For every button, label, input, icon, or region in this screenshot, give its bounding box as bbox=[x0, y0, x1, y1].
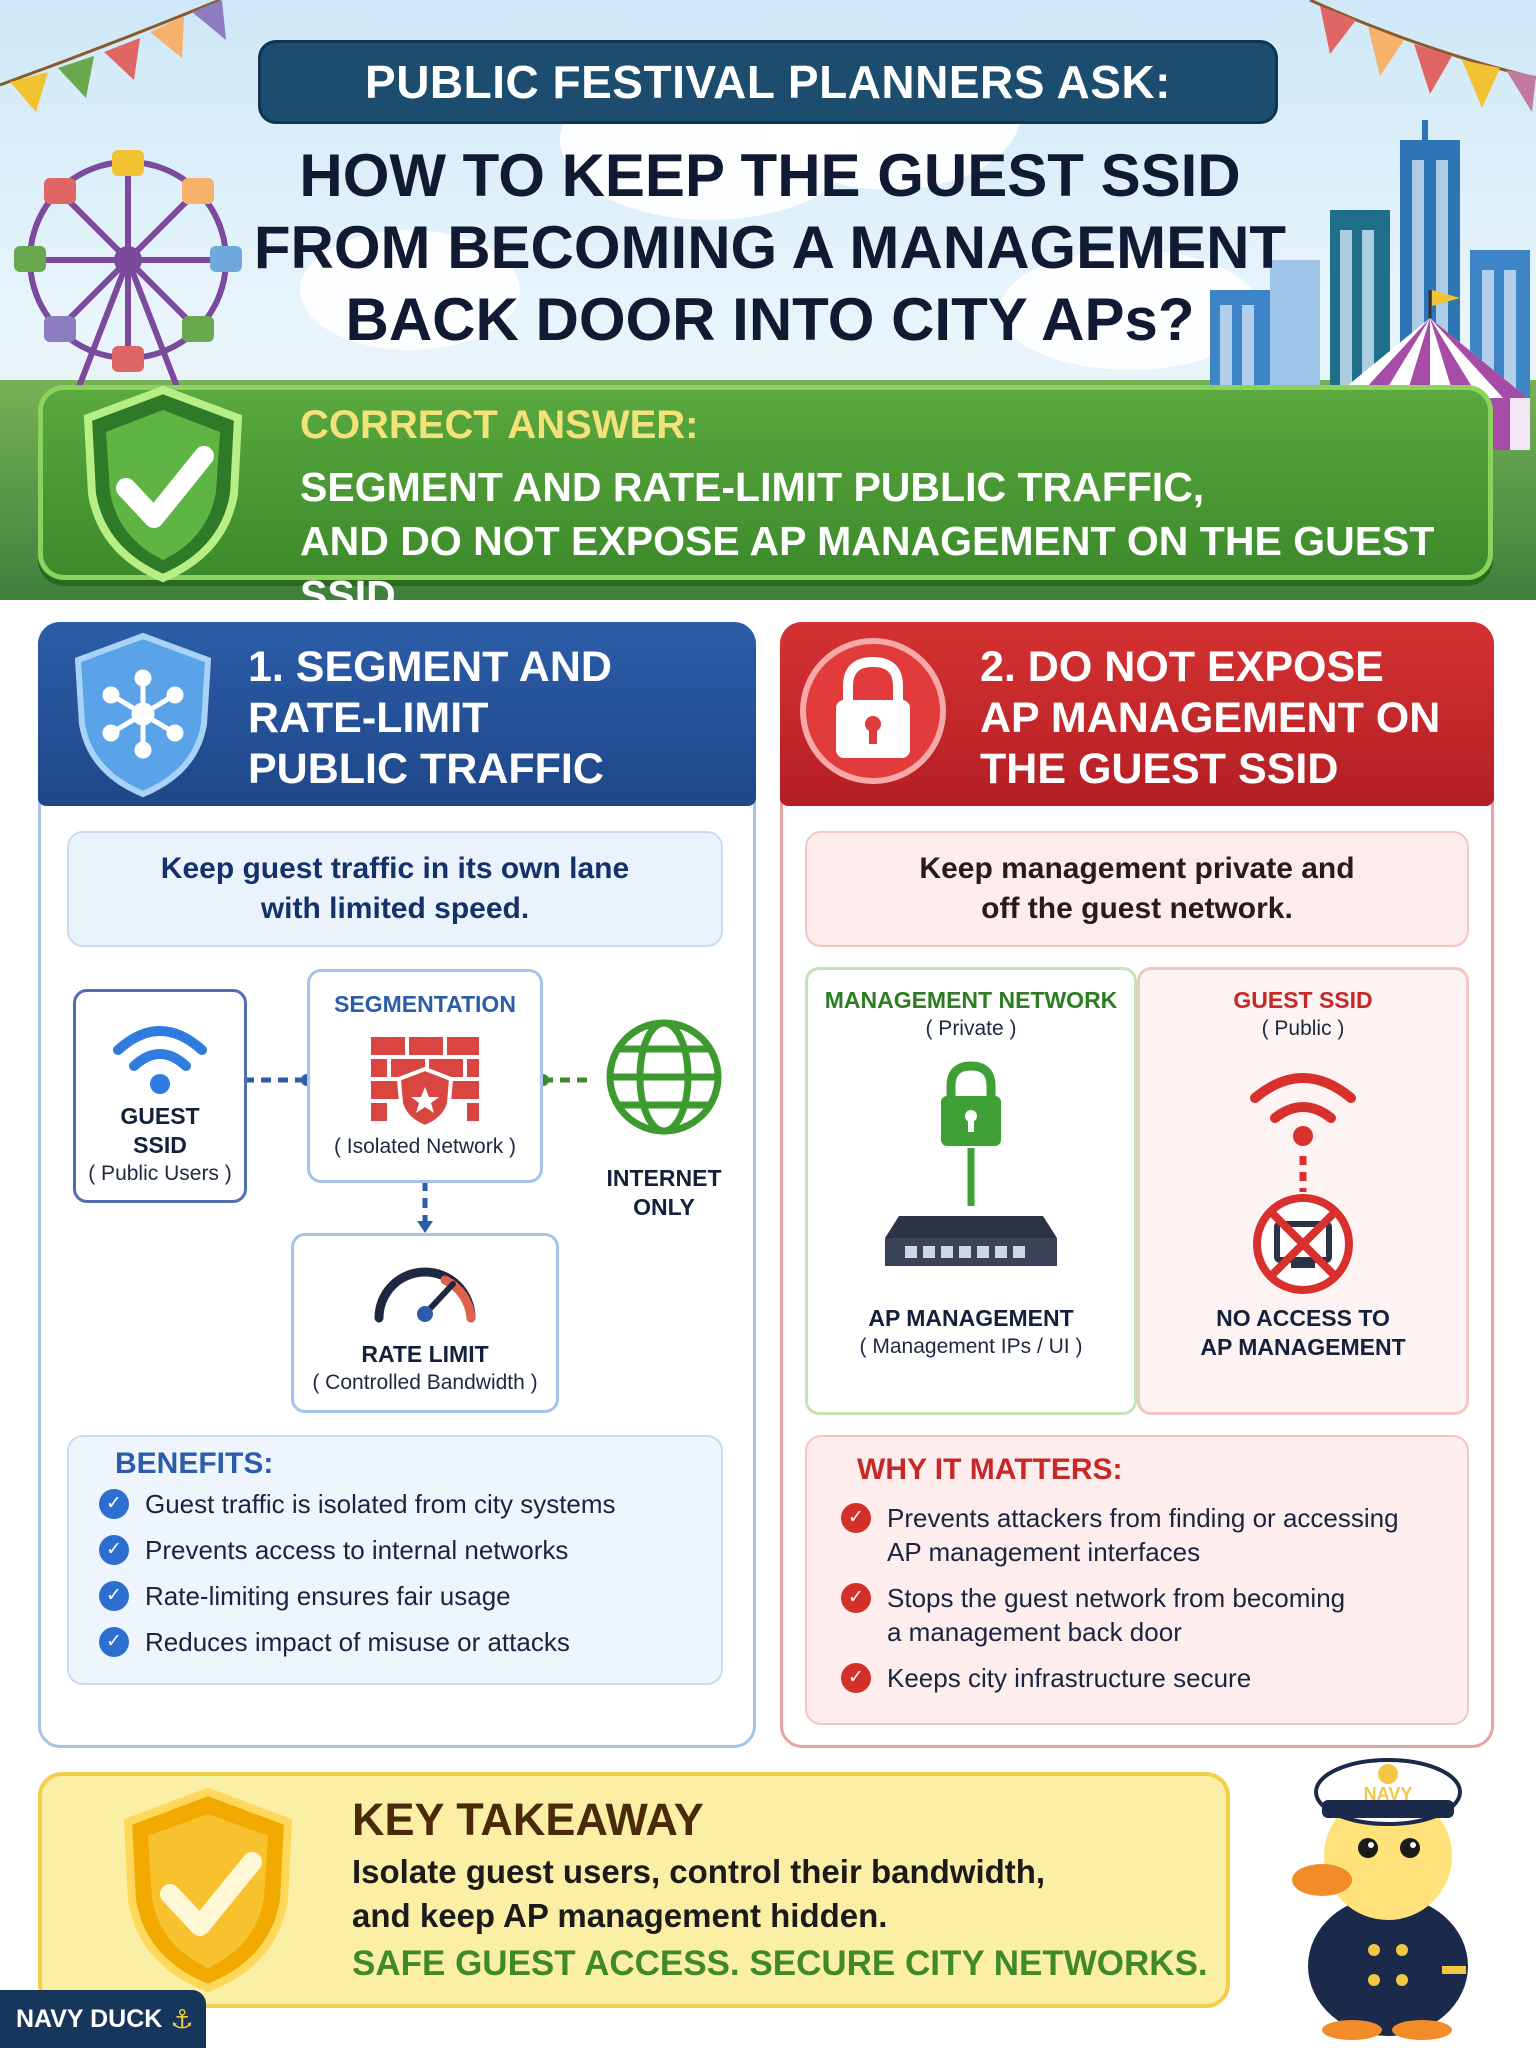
management-network-title: MANAGEMENT NETWORK bbox=[824, 987, 1118, 1013]
segment-rate-limit-panel bbox=[38, 622, 756, 1748]
check-circle-icon: ✓ bbox=[99, 1535, 129, 1565]
guest-ssid-title: GUEST bbox=[120, 1103, 200, 1129]
list-item bbox=[106, 1533, 721, 1567]
panel-title-line: 1. SEGMENT AND bbox=[248, 643, 612, 691]
internet-label: INTERNET bbox=[606, 1165, 722, 1191]
list-item bbox=[106, 1579, 721, 1613]
management-network-card bbox=[805, 967, 1137, 1415]
benefits-box bbox=[67, 1435, 723, 1685]
panel-title-line: AP MANAGEMENT ON bbox=[980, 694, 1441, 742]
list-item bbox=[848, 1581, 1467, 1649]
check-circle-icon: ✓ bbox=[841, 1583, 871, 1613]
wifi-icon bbox=[108, 1016, 212, 1096]
benefit-text: Rate-limiting ensures fair usage bbox=[145, 1581, 511, 1611]
brand-name: NAVY DUCK bbox=[16, 2004, 163, 2033]
correct-answer-text bbox=[300, 460, 1480, 622]
takeaway-line: Isolate guest users, control their bandwidth, bbox=[352, 1853, 1046, 1890]
panel-title-line: PUBLIC TRAFFIC bbox=[248, 745, 604, 793]
no-access-label: AP MANAGEMENT bbox=[1200, 1334, 1406, 1360]
header-question-band bbox=[258, 40, 1278, 124]
segmentation-sub: ( Isolated Network ) bbox=[333, 1135, 517, 1158]
why-heading: WHY IT MATTERS: bbox=[857, 1453, 1123, 1486]
guest-ssid-title: GUEST SSID bbox=[1233, 987, 1373, 1013]
tagline-line: Keep guest traffic in its own lane bbox=[160, 852, 630, 885]
why-text: Stops the guest network from becoming bbox=[887, 1583, 1346, 1613]
correct-answer-line: AND DO NOT EXPOSE AP MANAGEMENT ON THE GUEST SSID. bbox=[300, 518, 1435, 618]
why-text: Keeps city infrastructure secure bbox=[887, 1663, 1252, 1693]
guest-ssid-tag: ( Public ) bbox=[1261, 1017, 1345, 1040]
page-title-line: FROM BECOMING A MANAGEMENT bbox=[253, 214, 1287, 281]
check-circle-icon: ✓ bbox=[841, 1663, 871, 1693]
rate-limit-node bbox=[291, 1233, 559, 1413]
tagline-line: with limited speed. bbox=[260, 892, 530, 925]
check-circle-icon: ✓ bbox=[99, 1627, 129, 1657]
panel-title-line: 2. DO NOT EXPOSE bbox=[980, 643, 1384, 691]
check-circle-icon: ✓ bbox=[99, 1581, 129, 1611]
anchor-icon: ⚓ bbox=[170, 2003, 194, 2034]
guest-ssid-sub: ( Public Users ) bbox=[88, 1162, 232, 1185]
rate-limit-sub: ( Controlled Bandwidth ) bbox=[312, 1371, 538, 1394]
panel-title-line: THE GUEST SSID bbox=[980, 745, 1339, 793]
why-text: a management back door bbox=[887, 1617, 1182, 1647]
benefit-text: Prevents access to internal networks bbox=[145, 1535, 569, 1565]
list-item bbox=[106, 1487, 721, 1521]
header-band-text: PUBLIC FESTIVAL PLANNERS ASK: bbox=[365, 56, 1171, 108]
correct-answer-label: CORRECT ANSWER: bbox=[300, 403, 699, 447]
ap-management-label: AP MANAGEMENT bbox=[868, 1305, 1074, 1331]
list-item bbox=[106, 1625, 721, 1659]
ap-management-sub: ( Management IPs / UI ) bbox=[859, 1335, 1083, 1358]
page-title-line: HOW TO KEEP THE GUEST SSID bbox=[299, 142, 1241, 209]
check-circle-icon: ✓ bbox=[841, 1503, 871, 1533]
panel-header bbox=[780, 622, 1494, 806]
why-it-matters-box bbox=[805, 1435, 1469, 1725]
shield-check-icon bbox=[78, 384, 248, 584]
blocked-access-icon bbox=[1203, 1056, 1403, 1296]
mascot-hat-text: NAVY bbox=[1363, 1784, 1413, 1804]
correct-answer-line: SEGMENT AND RATE-LIMIT PUBLIC TRAFFIC, bbox=[300, 464, 1205, 510]
rate-limit-title: RATE LIMIT bbox=[361, 1341, 489, 1367]
hide-management-panel bbox=[780, 622, 1494, 1748]
why-list bbox=[848, 1501, 1467, 1695]
page-title-line: BACK DOOR INTO CITY APs? bbox=[345, 286, 1195, 353]
panel-tagline bbox=[805, 831, 1469, 947]
management-network-tag: ( Private ) bbox=[925, 1017, 1017, 1040]
list-item bbox=[848, 1501, 1467, 1569]
panel-title-line: RATE-LIMIT bbox=[248, 694, 489, 742]
guest-ssid-card bbox=[1137, 967, 1469, 1415]
takeaway-title: KEY TAKEAWAY bbox=[352, 1794, 704, 1845]
why-text: AP management interfaces bbox=[887, 1537, 1201, 1567]
firewall-icon bbox=[367, 1029, 483, 1129]
takeaway-body bbox=[352, 1850, 1182, 1938]
benefit-text: Reduces impact of misuse or attacks bbox=[145, 1627, 570, 1657]
padlock-icon bbox=[798, 636, 948, 786]
segmentation-title: SEGMENTATION bbox=[334, 991, 516, 1017]
benefits-heading: BENEFITS: bbox=[115, 1447, 274, 1480]
ferris-wheel-illustration bbox=[0, 140, 250, 420]
benefit-text: Guest traffic is isolated from city systems bbox=[145, 1489, 616, 1519]
check-circle-icon: ✓ bbox=[99, 1489, 129, 1519]
list-item bbox=[848, 1661, 1467, 1695]
guest-ssid-title: SSID bbox=[133, 1132, 187, 1158]
tagline-line: Keep management private and bbox=[919, 852, 1355, 885]
tagline-line: off the guest network. bbox=[981, 892, 1293, 925]
benefits-list bbox=[106, 1487, 721, 1659]
segmentation-node bbox=[307, 969, 543, 1183]
takeaway-line: and keep AP management hidden. bbox=[352, 1897, 888, 1934]
internet-node bbox=[589, 1015, 739, 1222]
speedometer-icon bbox=[367, 1248, 483, 1326]
page-title bbox=[230, 140, 1310, 356]
why-text: Prevents attackers from finding or accessing bbox=[887, 1503, 1399, 1533]
guest-ssid-node bbox=[73, 989, 247, 1203]
no-access-label: NO ACCESS TO bbox=[1216, 1305, 1390, 1331]
globe-icon bbox=[602, 1015, 726, 1139]
locked-router-icon bbox=[871, 1056, 1071, 1296]
internet-label: ONLY bbox=[633, 1194, 695, 1220]
navy-duck-mascot bbox=[1282, 1730, 1492, 2048]
takeaway-slogan: SAFE GUEST ACCESS. SECURE CITY NETWORKS. bbox=[352, 1944, 1208, 1983]
shield-check-icon bbox=[118, 1786, 298, 1994]
brand-tag bbox=[0, 1990, 206, 2048]
